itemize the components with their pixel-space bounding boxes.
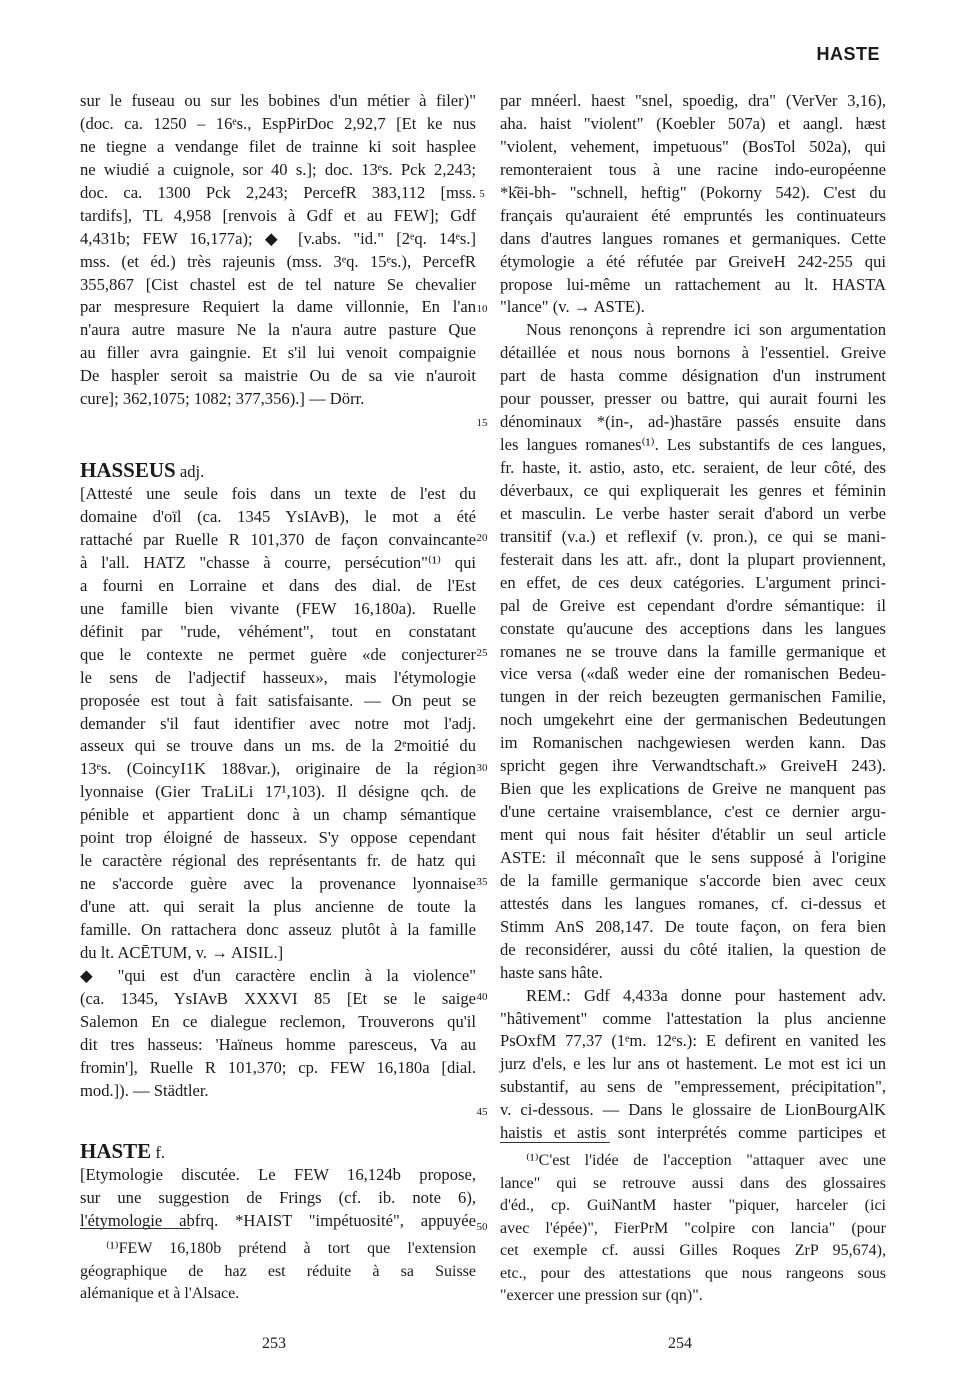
text-line: et masculin. Le verbe haster serait d'abord un verbe: [500, 503, 886, 523]
folio-right: 254: [668, 1335, 692, 1352]
text-line: asseux qui se trouve dans un ms. de la 2ᵉmoitié du: [80, 736, 476, 756]
text-line: l'étymologie abfrq. *HAIST "impétuosité", appuyée: [80, 1211, 476, 1231]
text-line: étymologie a été réfutée par GreiveH 242-255 qui: [500, 251, 886, 271]
text-line: [Etymologie discutée. Le FEW 16,124b propose,: [80, 1165, 476, 1185]
text-line: festerait dans les att. afr., dont la plupart proviennent,: [500, 549, 886, 569]
footnote-line: "exercer une pression sur (qn)".: [500, 1287, 703, 1304]
text-line: Salemon En ce dialegue reclemon, Trouverons qu'il: [80, 1011, 476, 1031]
footnote-line: ⁽¹⁾FEW 16,180b prétend à tort que l'extension: [106, 1240, 476, 1257]
text-line: part de hasta comme désignation d'un instrument: [500, 366, 886, 386]
text-line: ment qui nous fait hésiter d'établir un seul article: [500, 825, 886, 844]
line-number: 50: [476, 1220, 488, 1233]
text-line: du lt. ACĒTUM, v. → AISIL.]: [80, 942, 284, 962]
text-line: domaine d'oïl (ca. 1345 YsIAvB), le mot a été: [80, 507, 476, 527]
text-line: par mespresure Requiert la dame villonnie, En l'an: [80, 297, 476, 317]
line-number: 30: [476, 761, 488, 774]
text-line: Stimm AnS 208,147. De toute façon, on fera bien: [500, 916, 886, 936]
text-line: v. ci-dessous. — Dans le glossaire de LionBourgAlK: [500, 1100, 886, 1120]
text-line: romanes ne se trouve dans la famille germanique et: [500, 641, 886, 661]
text-line: définit par "rude, véhément", tout en constatant: [80, 621, 476, 641]
text-line: tungen in der reich bezeugten germanischen Familie,: [500, 687, 886, 707]
entry-haste: [80, 1138, 476, 1233]
text-line: attestés dans les langues romanes, cf. ci-dessus et: [500, 893, 886, 913]
text-line: haste sans hâte.: [500, 962, 603, 982]
text-line: point trop éloigné de hasseux. S'y oppose cependant: [80, 828, 476, 848]
footnote-rule-left: [80, 1228, 190, 1229]
footnote-line: cet exemple cf. aussi Gilles Roques ZrP 95,674),: [500, 1242, 886, 1259]
text-line: REM.: Gdf 4,433a donne pour hastement adv.: [526, 985, 886, 1005]
headword-hasseus: HASSEUS: [80, 458, 176, 483]
text-line: De haspler seroit sa maistrie Ou de sa vie n'auroit: [80, 366, 476, 386]
footnote-line: ⁽¹⁾C'est l'idée de l'acception "attaquer avec une: [526, 1152, 886, 1169]
previous-entry-continuation: [80, 90, 476, 411]
text-line: sur une suggestion de Frings (cf. ib. note 6),: [80, 1188, 476, 1208]
text-line: spricht gegen ihre Verwandtschaft.» GreiveH 243).: [500, 756, 886, 776]
text-line: rattaché par Ruelle R 101,370 de façon convaincante: [80, 530, 476, 549]
text-line: en effet, de ces deux catégories. L'argument princi-: [500, 572, 886, 592]
footnote-line: d'éd., cp. GuiNantM haster "piquer, harceler (ici: [500, 1197, 886, 1214]
text-line: ◆ "qui est d'un caractère enclin à la violence": [80, 965, 476, 985]
text-line: substantif, au sens de "empressement, précipitation",: [500, 1077, 886, 1097]
text-line: noch umgekehrt eine der germanischen Bedeutungen: [500, 710, 886, 730]
text-line: *k̑ēi-bh- "schnell, heftig" (Pokorny 542). C'est du: [500, 182, 886, 202]
line-number: 45: [476, 1105, 488, 1118]
text-line: famille. On rattachera donc asseuz plutôt à la famille: [80, 919, 476, 939]
line-number: 5: [479, 187, 485, 200]
pos-hasseus: adj.: [179, 462, 205, 482]
text-line: lyonnaise (Gier TraLiLi 17¹,103). Il désigne qch. de: [80, 782, 476, 802]
text-line: pénible et appartient donc à un champ sémantique: [80, 805, 476, 825]
text-line: les langues romanes⁽¹⁾. Les substantifs de ces langues,: [500, 435, 886, 455]
text-line: tardifs], TL 4,958 [renvois à Gdf et au FEW]; Gdf: [80, 205, 476, 225]
text-line: PsOxfM 77,37 (1ᵉm. 12ᵉs.): E defirent en vanited les: [500, 1031, 886, 1051]
text-line: (doc. ca. 1250 – 16ᵉs., EspPirDoc 2,92,7 [Et ke nus: [80, 113, 476, 133]
text-line: dénominaux *(in-, ad-)hastāre passés ensuite dans: [500, 412, 886, 432]
text-line: ne s'accorde guère avec la provenance lyonnaise: [80, 874, 476, 894]
text-line: aha. haist "violent" (Koebler 507a) et aangl. hæst: [500, 113, 886, 133]
text-line: au filler avra gaingnie. Et s'il lui venoit compaignie: [80, 343, 476, 363]
text-line: Nous renonçons à reprendre ici son argumentation: [526, 320, 886, 340]
text-line: proposée est tout à fait satisfaisante. — On peut se: [80, 690, 476, 710]
text-line: que le contexte ne permet guère «de conjecturer: [80, 644, 476, 664]
text-line: demander s'il faut identifier avec notre mot l'adj.: [80, 713, 476, 733]
text-line: fromin'], Ruelle R 101,370; cp. FEW 16,180a [dial.: [80, 1057, 476, 1077]
text-line: (ca. 1345, YsIAvB XXXVI 85 [Et se le saige: [80, 988, 476, 1008]
text-line: de la famille germanique s'accorde bien avec ceux: [500, 870, 886, 890]
line-number: 20: [476, 532, 488, 545]
text-line: fr. haste, it. astio, asto, etc. seraient, de leur côté, des: [500, 458, 886, 477]
text-line: constate qu'aucune des acceptions dans les langues: [500, 618, 886, 638]
text-line: transitif (v.a.) et reflexif (v. pron.), ce qui se mani-: [500, 526, 886, 546]
text-line: im Romanischen nachgewiesen werden kann. Das: [500, 733, 886, 753]
text-line: ne tiegne a vendange filet de trainne ki soit hasplee: [80, 136, 476, 156]
text-line: remonteraient tous à une racine indo-européenne: [500, 159, 886, 179]
text-line: doc. ca. 1300 Pck 2,243; PercefR 383,112 [mss.: [80, 182, 476, 202]
left-column: [80, 90, 476, 1233]
text-line: [Attesté une seule fois dans un texte de l'est du: [80, 484, 476, 504]
text-line: d'une certaine vraisemblance, c'est ce dernier argu-: [500, 802, 886, 822]
text-line: "hâtivement" comme l'attestation la plus ancienne: [500, 1008, 886, 1028]
text-line: 4,431b; FEW 16,177a); ◆ [v.abs. "id." [2ᵉq. 14ᵉs.]: [80, 228, 476, 248]
footnote-line: avec l'épée)", FierPrM "colpire con lancia" (pour: [500, 1219, 886, 1237]
text-line: pal de Greive est cependant d'ordre sémantique: il: [500, 595, 886, 615]
text-line: par mnéerl. haest "snel, spoedig, dra" (VerVer 3,16),: [500, 91, 886, 110]
line-number: 40: [476, 991, 488, 1004]
running-head: HASTE: [816, 44, 880, 64]
text-line: déverbaux, ce qui expliquerait les genres et féminin: [500, 480, 886, 500]
text-line: mod.]). — Städtler.: [80, 1080, 209, 1100]
footnote-right: [500, 1150, 886, 1308]
line-number: 35: [476, 876, 488, 889]
text-line: dit tres hasseus: 'Haïneus homme paresceus, Va au: [80, 1034, 476, 1054]
text-line: cure]; 362,1075; 1082; 377,356).] — Dörr.: [80, 389, 365, 409]
text-line: vice versa («daß weder eine der romanischen Bedeu-: [500, 664, 886, 684]
entry-hasseus: [80, 457, 476, 1102]
text-line: propose lui-même un rattachement au lt. HASTA: [500, 274, 886, 294]
text-line: le caractère régional des représentants fr. de hatz qui: [80, 851, 476, 871]
text-line: détaillée et nous nous bornons à l'essentiel. Greive: [500, 343, 886, 363]
footnote-line: etc., pour des attestations que nous rangeons sous: [500, 1264, 886, 1282]
footnote-line: lance" qui se retrouve aussi dans des glossaires: [500, 1174, 886, 1192]
folio-left: 253: [262, 1335, 286, 1352]
text-line: ne wiudié a cuignole, sor 40 s.]; doc. 13ᵉs. Pck 2,243;: [80, 159, 476, 179]
text-line: a fourni en Lorraine et dans des dial. de l'Est: [80, 575, 476, 595]
text-line: "lance" (v. → ASTE).: [500, 297, 645, 317]
text-line: Bien que les explications de Greive ne manquent pas: [500, 779, 886, 799]
footnote-line: alémanique et à l'Alsace.: [80, 1285, 240, 1302]
text-line: à l'all. HATZ "chasse à courre, persécution"⁽¹⁾ qui: [80, 552, 476, 572]
text-line: ASTE: il méconnaît que le sens supposé à l'origine: [500, 847, 886, 867]
text-line: d'une att. qui serait la plus ancienne de toute la: [80, 897, 476, 916]
line-number: 15: [476, 417, 488, 430]
text-line: sur le fuseau ou sur les bobines d'un métier à filer)": [80, 91, 476, 110]
pos-haste: f.: [155, 1143, 166, 1163]
text-line: n'aura autre masure Ne la n'aura autre pasture Que: [80, 320, 476, 340]
text-line: pour pousser, presser ou battre, qui aurait fourni les: [500, 389, 886, 409]
text-line: une famille bien vivante (FEW 16,180a). Ruelle: [80, 598, 476, 618]
line-number: 25: [476, 646, 488, 659]
text-line: jurz d'els, e les lur ans ot hastement. Le mot est ici un: [500, 1054, 886, 1074]
text-line: "violent, vehement, impetuous" (BosTol 502a), qui: [500, 136, 886, 156]
text-line: 13ᵉs. (CoincyI1K 188var.), originaire de la région: [80, 759, 476, 779]
text-line: de reconsidérer, aussi du côté italien, la question de: [500, 939, 886, 959]
text-line: français qu'auraient été empruntés les continuateurs: [500, 205, 886, 225]
text-line: le sens de l'adjectif hasseux», mais l'étymologie: [80, 667, 476, 687]
footnote-line: géographique de haz est réduite à sa Suisse: [80, 1262, 476, 1280]
text-line: haistis et astis sont interprétés comme participes et: [500, 1123, 886, 1143]
line-number: 10: [476, 302, 488, 315]
right-column: [500, 90, 886, 1145]
footnote-rule-right: [500, 1142, 610, 1143]
text-line: dans d'autres langues romanes et germaniques. Cette: [500, 228, 886, 248]
text-line: mss. (et éd.) très rajeunis (mss. 3ᵉq. 15ᵉs.), PercefR: [80, 251, 476, 271]
text-line: 355,867 [Cist chastel est de tel nature Se chevalier: [80, 274, 476, 294]
footnote-left: [80, 1238, 476, 1306]
headword-haste: HASTE: [80, 1139, 152, 1164]
